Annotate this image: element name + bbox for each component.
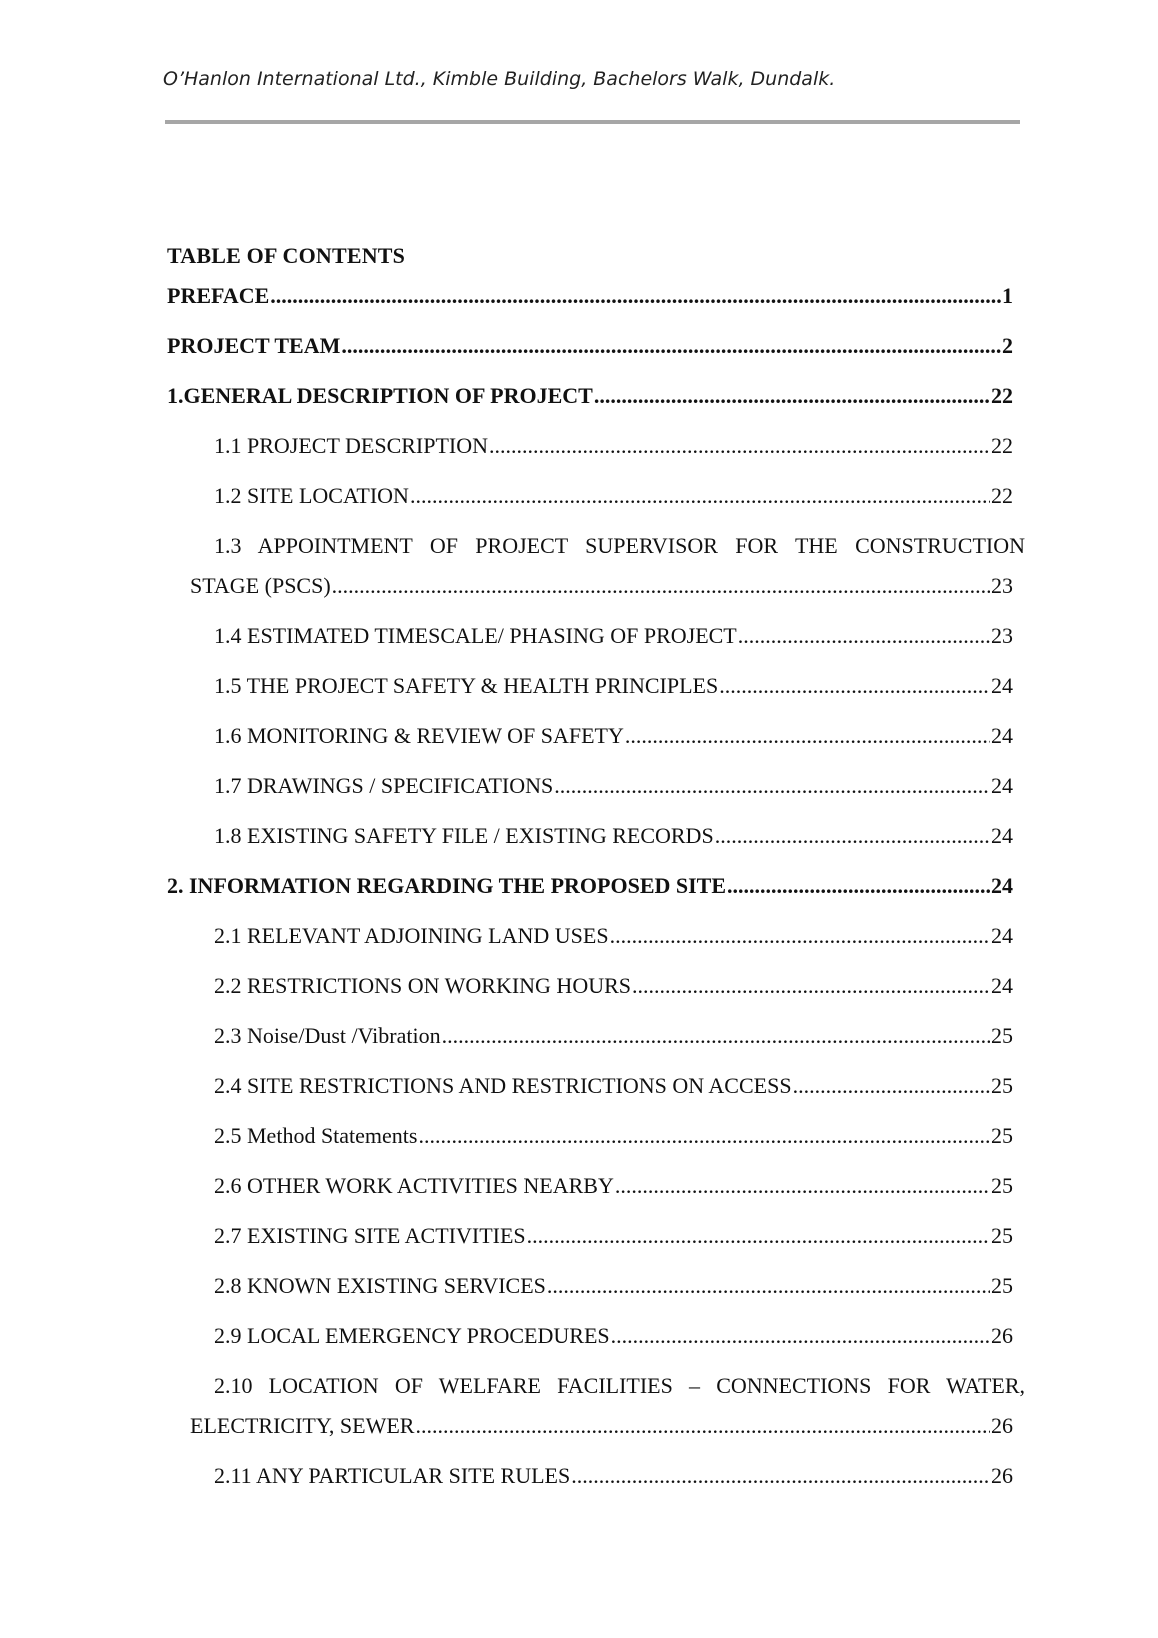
- dot-leader: [489, 433, 990, 459]
- toc-entry-1-3-continuation[interactable]: [190, 573, 1013, 599]
- toc-entry-page: 25: [991, 1123, 1013, 1148]
- dot-leader: [715, 823, 990, 849]
- toc-entry-2-9[interactable]: [214, 1323, 1013, 1349]
- toc-entry-page: 26: [991, 1463, 1013, 1488]
- toc-entry-1-4[interactable]: [214, 623, 1013, 649]
- header-divider: [165, 120, 1020, 124]
- toc-entry-label-line1: 1.3 APPOINTMENT OF PROJECT SUPERVISOR FOR THE CONSTRUCTION: [214, 533, 1025, 558]
- toc-entry-page: 23: [991, 573, 1013, 598]
- dot-leader: [270, 283, 1001, 309]
- toc-entry-page: 24: [991, 823, 1013, 848]
- toc-entry-project-team[interactable]: [167, 333, 1013, 359]
- page-header: O’Hanlon International Ltd., Kimble Building, Bachelors Walk, Dundalk.: [163, 68, 836, 90]
- toc-entry-1-2[interactable]: [214, 483, 1013, 509]
- toc-entry-page: 2: [1002, 333, 1013, 358]
- toc-entry-label: 2.8 KNOWN EXISTING SERVICES: [214, 1273, 546, 1298]
- toc-entry-label: 1.6 MONITORING & REVIEW OF SAFETY: [214, 723, 624, 748]
- toc-entry-page: 24: [991, 673, 1013, 698]
- toc-entry-page: 22: [991, 433, 1013, 458]
- toc-entry-label: 2. INFORMATION REGARDING THE PROPOSED SITE: [167, 873, 727, 898]
- toc-entry-label-line1: 2.10 LOCATION OF WELFARE FACILITIES – CONNECTIONS FOR WATER,: [214, 1373, 1025, 1398]
- toc-entry-number: 1.: [167, 383, 184, 408]
- toc-entry-label: 2.4 SITE RESTRICTIONS AND RESTRICTIONS ON ACCESS: [214, 1073, 792, 1098]
- dot-leader: [719, 673, 990, 699]
- toc-entry-label: 2.1 RELEVANT ADJOINING LAND USES: [214, 923, 609, 948]
- toc-entry-page: 25: [991, 1073, 1013, 1098]
- toc-entry-page: 25: [991, 1173, 1013, 1198]
- toc-entry-label: 2.11 ANY PARTICULAR SITE RULES: [214, 1463, 571, 1488]
- toc-entry-preface[interactable]: [167, 283, 1013, 309]
- toc-entry-section-2[interactable]: [167, 873, 1013, 899]
- dot-leader: [418, 1123, 990, 1149]
- toc-entry-1-6[interactable]: [214, 723, 1013, 749]
- toc-entry-label: 2.7 EXISTING SITE ACTIVITIES: [214, 1223, 526, 1248]
- dot-leader: [615, 1173, 990, 1199]
- dot-leader: [610, 923, 990, 949]
- dot-leader: [415, 1413, 990, 1439]
- dot-leader: [571, 1463, 990, 1489]
- toc-entry-page: 25: [991, 1223, 1013, 1248]
- toc-entry-section-1[interactable]: [167, 383, 1013, 409]
- toc-entry-page: 24: [991, 873, 1013, 898]
- toc-entry-page: 1: [1002, 283, 1013, 308]
- toc-entry-2-3[interactable]: [214, 1023, 1013, 1049]
- dot-leader: [410, 483, 990, 509]
- toc-entry-page: 26: [991, 1323, 1013, 1348]
- toc-entry-label: 2.3 Noise/Dust /Vibration: [214, 1023, 441, 1048]
- toc-entry-page: 24: [991, 773, 1013, 798]
- toc-entry-page: 24: [991, 973, 1013, 998]
- dot-leader: [611, 1323, 990, 1349]
- toc-entry-2-8[interactable]: [214, 1273, 1013, 1299]
- toc-entry-1-5[interactable]: [214, 673, 1013, 699]
- toc-entry-label: 2.9 LOCAL EMERGENCY PROCEDURES: [214, 1323, 610, 1348]
- toc-entry-1-7[interactable]: [214, 773, 1013, 799]
- toc-entry-page: 24: [991, 923, 1013, 948]
- toc-entry-2-1[interactable]: [214, 923, 1013, 949]
- toc-entry-label: GENERAL DESCRIPTION OF PROJECT: [183, 383, 593, 408]
- toc-entry-2-10-continuation[interactable]: [190, 1413, 1013, 1439]
- toc-entry-label: 1.8 EXISTING SAFETY FILE / EXISTING RECORDS: [214, 823, 714, 848]
- toc-entry-2-7[interactable]: [214, 1223, 1013, 1249]
- dot-leader: [332, 573, 990, 599]
- toc-entry-page: 23: [991, 623, 1013, 648]
- dot-leader: [727, 873, 990, 899]
- toc-entry-label: 1.1 PROJECT DESCRIPTION: [214, 433, 489, 458]
- toc-title: TABLE OF CONTENTS: [167, 243, 406, 268]
- toc-entry-label-line2: ELECTRICITY, SEWER: [190, 1413, 415, 1438]
- toc-entry-1-8[interactable]: [214, 823, 1013, 849]
- dot-leader: [632, 973, 990, 999]
- toc-entry-label: PROJECT TEAM: [167, 333, 341, 358]
- toc-entry-label: 1.7 DRAWINGS / SPECIFICATIONS: [214, 773, 554, 798]
- toc-entry-page: 25: [991, 1273, 1013, 1298]
- toc-entry-label: 1.2 SITE LOCATION: [214, 483, 409, 508]
- dot-leader: [547, 1273, 990, 1299]
- dot-leader: [341, 333, 1001, 359]
- dot-leader: [442, 1023, 990, 1049]
- dot-leader: [554, 773, 990, 799]
- toc-entry-page: 26: [991, 1413, 1013, 1438]
- toc-entry-1-1[interactable]: [214, 433, 1013, 459]
- toc-entry-label: 1.4 ESTIMATED TIMESCALE/ PHASING OF PROJECT: [214, 623, 737, 648]
- dot-leader: [527, 1223, 990, 1249]
- toc-entry-page: 22: [991, 483, 1013, 508]
- toc-entry-page: 24: [991, 723, 1013, 748]
- toc-entry-label: 2.5 Method Statements: [214, 1123, 418, 1148]
- toc-entry-label: 2.6 OTHER WORK ACTIVITIES NEARBY: [214, 1173, 614, 1198]
- toc-entry-label: PREFACE: [167, 283, 270, 308]
- toc-entry-2-5[interactable]: [214, 1123, 1013, 1149]
- toc-entry-label: 1.5 THE PROJECT SAFETY & HEALTH PRINCIPLES: [214, 673, 719, 698]
- dot-leader: [594, 383, 990, 409]
- dot-leader: [738, 623, 990, 649]
- dot-leader: [793, 1073, 990, 1099]
- dot-leader: [625, 723, 990, 749]
- toc-entry-2-6[interactable]: [214, 1173, 1013, 1199]
- toc-entry-2-2[interactable]: [214, 973, 1013, 999]
- toc-entry-2-11[interactable]: [214, 1463, 1013, 1489]
- toc-entry-page: 22: [991, 383, 1013, 408]
- toc-entry-label-line2: STAGE (PSCS): [190, 573, 331, 598]
- toc-entry-page: 25: [991, 1023, 1013, 1048]
- toc-entry-label: 2.2 RESTRICTIONS ON WORKING HOURS: [214, 973, 632, 998]
- toc-entry-2-4[interactable]: [214, 1073, 1013, 1099]
